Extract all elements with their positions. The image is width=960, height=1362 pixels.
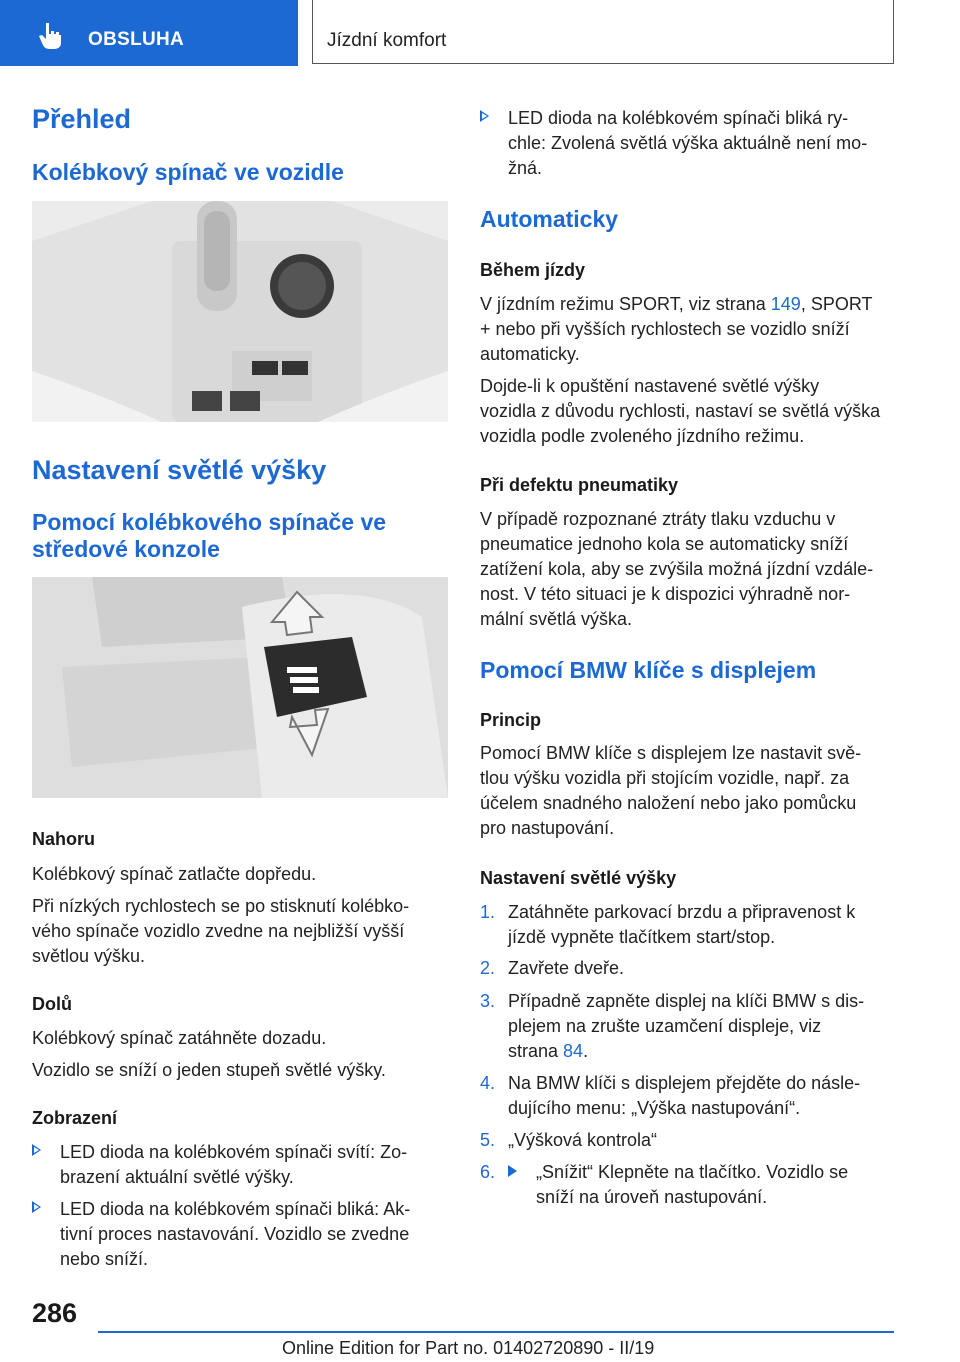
- rocker-switch-photo: [32, 577, 448, 798]
- page-number: 286: [32, 1298, 78, 1328]
- heading-up: Nahoru: [32, 829, 95, 849]
- footer-edition: Online Edition for Part no. 01402720890 - II/19: [282, 1338, 655, 1358]
- chapter-tab[interactable]: [312, 0, 894, 64]
- heading-display: Zobrazení: [32, 1108, 118, 1128]
- subtitle-automatic: Automaticky: [480, 206, 619, 232]
- text-up-2c: světlou výšku.: [32, 946, 146, 966]
- step-5: 5. „Výšková kontrola“: [480, 1130, 658, 1150]
- bullet-text: LED dioda na kolébkovém spínači bliká ry-: [508, 108, 849, 128]
- bullet-led-blink: [32, 1197, 448, 1272]
- bullet-text: tivní proces nastavování. Vozidlo se zvedne: [60, 1224, 410, 1244]
- text-principle-1: Pomocí BMW klíče s displejem lze nastavit svě-: [480, 743, 862, 763]
- text-driving-1b: + nebo při vyšších rychlostech se vozidlo sníží: [480, 319, 850, 339]
- heading-set-clearance: Nastavení světlé výšky: [480, 868, 677, 888]
- subtitle-console-line2: středové konzole: [32, 536, 220, 562]
- triangle-bullet-icon: [480, 110, 489, 122]
- section-tab[interactable]: [0, 0, 298, 66]
- step-6: 6. „Snížit“ Klepněte na tlačítko. Vozidlo se sníží na úroveň nastupování.: [480, 1162, 849, 1207]
- heading-while-driving: Během jízdy: [480, 260, 586, 280]
- text-defect-5: mální světlá výška.: [480, 609, 633, 629]
- text-defect-2: pneumatice jednoho kola se automaticky sníží: [480, 534, 849, 554]
- text-up-2b: vého spínače vozidlo zvedne na nejbližší vyšší: [32, 921, 405, 941]
- section-title-clearance: Nastavení světlé výšky: [32, 455, 327, 485]
- text-driving-2c: vozidla podle zvoleného jízdního režimu.: [480, 426, 805, 446]
- triangle-bullet-icon: [32, 1144, 41, 1156]
- heading-down: Dolů: [32, 994, 72, 1014]
- text-driving-1a: V jízdním režimu SPORT, viz strana 149, SPORT: [480, 294, 873, 314]
- text-principle-4: pro nastupování.: [480, 818, 615, 838]
- text-defect-1: V případě rozpoznané ztráty tlaku vzduchu v: [480, 509, 836, 529]
- page-link-84[interactable]: 84: [563, 1041, 584, 1061]
- chapter-tab-label: Jízdní komfort: [327, 30, 447, 51]
- bullet-text: LED dioda na kolébkovém spínači svítí: Zo-: [60, 1142, 408, 1162]
- heading-principle: Princip: [480, 710, 542, 730]
- triangle-bullet-icon: [32, 1201, 41, 1213]
- text-down-1: Kolébkový spínač zatáhněte dozadu.: [32, 1028, 327, 1048]
- text-up-1: Kolébkový spínač zatlačte dopředu.: [32, 864, 317, 884]
- step-4: 4. Na BMW klíči s displejem přejděte do násle- dujícího menu: „Výška nastupování“.: [480, 1073, 861, 1118]
- bullet-text: brazení aktuální světlé výšky.: [60, 1167, 294, 1187]
- section-tab-label: OBSLUHA: [88, 29, 185, 50]
- bullet-text: nebo sníží.: [60, 1249, 149, 1269]
- text-driving-1c: automaticky.: [480, 344, 580, 364]
- text-principle-3: účelem snadného naložení nebo jako pomůcku: [480, 793, 857, 813]
- header-tabs: [0, 0, 960, 66]
- step-1: 1. Zatáhněte parkovací brzdu a připravenost k jízdě vypněte tlačítkem start/stop.: [480, 902, 856, 947]
- bullet-text: chle: Zvolená světlá výška aktuálně není mo-: [508, 133, 868, 153]
- bullet-text: LED dioda na kolébkovém spínači bliká: Ak-: [60, 1199, 411, 1219]
- subtitle-rocker-switch: Kolébkový spínač ve vozidle: [32, 159, 344, 185]
- bullet-led-on: [32, 1140, 448, 1190]
- text-down-2: Vozidlo se sníží o jeden stupeň světlé výšky.: [32, 1060, 386, 1080]
- bullet-text: žná.: [508, 158, 543, 178]
- subtitle-bmw-key: Pomocí BMW klíče s displejem: [480, 657, 817, 683]
- page-link-149[interactable]: 149: [770, 294, 801, 314]
- heading-tyre-defect: Při defektu pneumatiky: [480, 475, 679, 495]
- triangle-bullet-icon: [508, 1165, 517, 1177]
- hand-pointer-icon: [36, 20, 66, 50]
- subtitle-console-line1: Pomocí kolébkového spínače ve: [32, 509, 387, 535]
- step-3: 3. Případně zapněte displej na klíči BMW s dis- plejem na zrušte uzamčení displeje, viz strana 84.: [480, 991, 865, 1061]
- text-driving-2b: vozidla z důvodu rychlosti, nastaví se světlá výška: [480, 401, 881, 421]
- text-defect-4: nost. V této situaci je k dispozici výhradně nor-: [480, 584, 851, 604]
- text-defect-3: zatížení kola, aby se zvýšila možná jízdní vzdále-: [480, 559, 874, 579]
- footer-divider: [98, 1331, 894, 1333]
- text-driving-2a: Dojde-li k opuštění nastavené světlé výšky: [480, 376, 820, 396]
- text-up-2a: Při nízkých rychlostech se po stisknutí kolébko-: [32, 896, 410, 916]
- page-title: Přehled: [32, 104, 132, 134]
- step-2: 2. Zavřete dveře.: [480, 958, 625, 978]
- center-console-photo: [32, 201, 448, 422]
- bullet-led-fast-blink: [480, 106, 900, 181]
- text-principle-2: tlou výšku vozidla při stojícím vozidle, např. za: [480, 768, 850, 788]
